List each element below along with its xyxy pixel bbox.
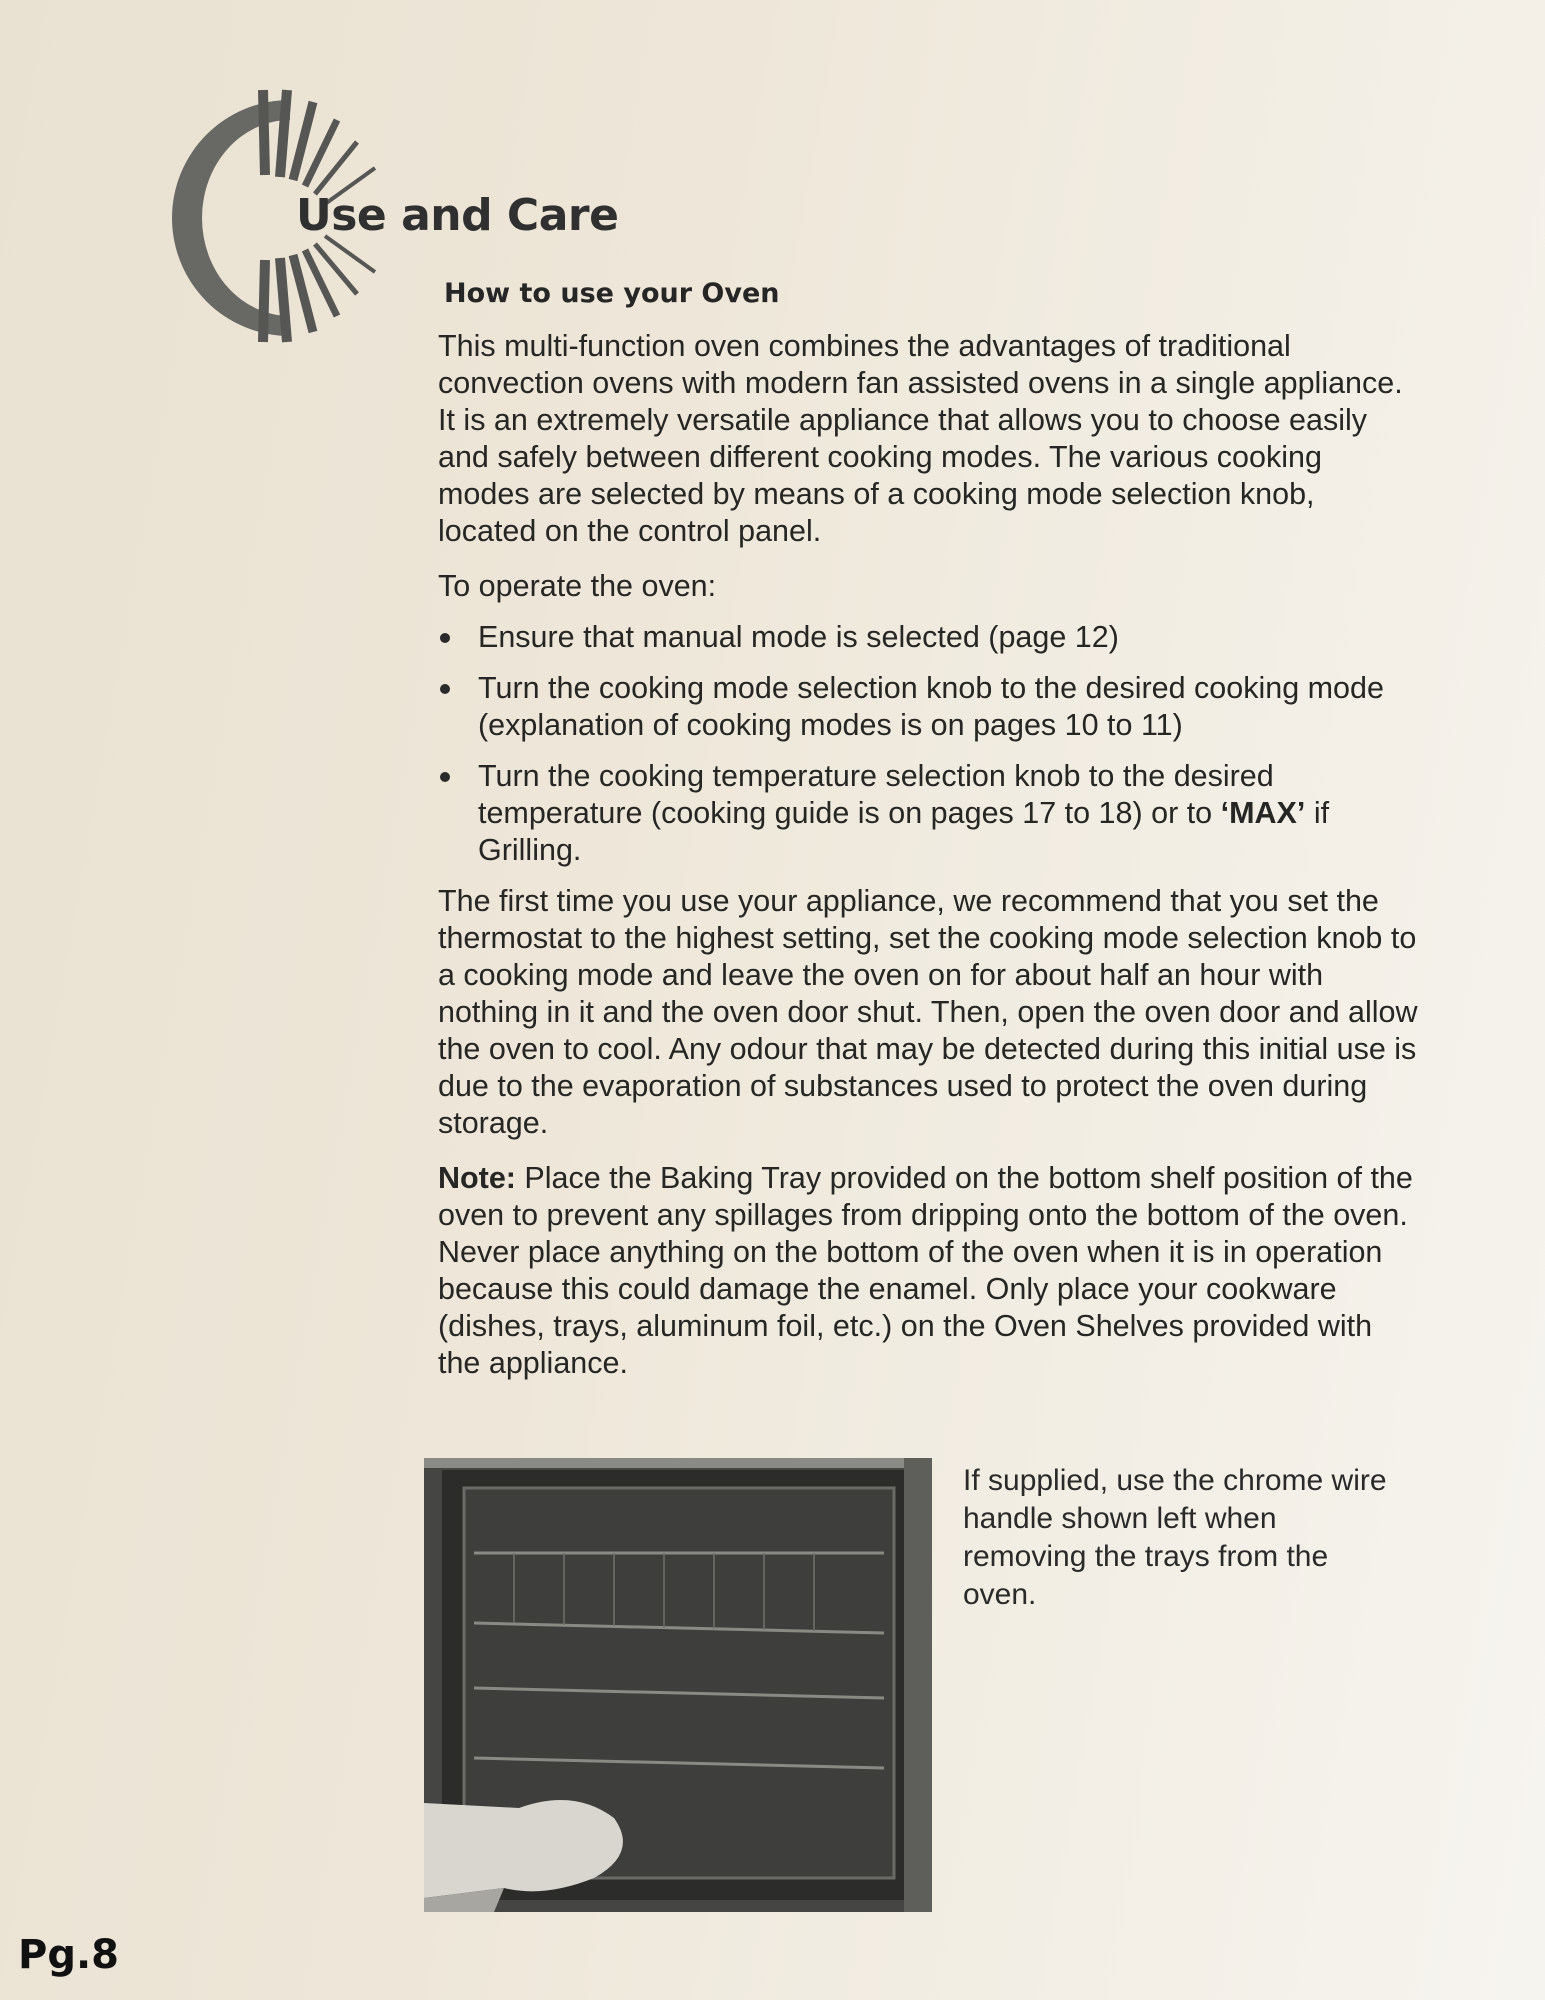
list-item: Turn the cooking mode selection knob to the desired cooking mode (explanation of cooking modes is on pages 10 to 11): [438, 670, 1418, 744]
operation-steps: [438, 619, 1418, 869]
oven-photo: [424, 1458, 932, 1912]
page-number: Pg.8: [18, 1932, 119, 1978]
intro-paragraph: This multi-function oven combines the advantages of traditional convection ovens with modern fan assisted ovens in a single appliance. It is an extremely versatile appliance that allows you to choose easily and safely between different cooking modes. The various cooking modes are selected by means of a cooking mode selection knob, located on the control panel.: [438, 329, 1403, 548]
note-text: Place the Baking Tray provided on the bottom shelf position of the oven to prevent any spillages from dripping onto the bottom of the oven. Never place anything on the bottom of the oven when it is in operation because this could damage the enamel. Only place your cookware (dishes, trays, aluminum foil, etc.) on the Oven Shelves provided with the appliance.: [438, 1161, 1413, 1380]
note-label: Note:: [438, 1161, 516, 1195]
list-item: Ensure that manual mode is selected (page 12): [438, 619, 1418, 656]
subsection-title: How to use your Oven: [444, 278, 780, 309]
section-title: Use and Care: [296, 190, 619, 241]
list-item-tail: if Grilling.: [478, 796, 1330, 867]
body-text: [438, 328, 1418, 1382]
photo-caption: If supplied, use the chrome wire handle shown left when removing the trays from the oven.: [963, 1464, 1387, 1611]
note-paragraph: [438, 1160, 1418, 1382]
oven-interior-icon: [424, 1458, 932, 1912]
first-use-paragraph: The first time you use your appliance, we recommend that you set the thermostat to the highest setting, set the cooking mode selection knob to a cooking mode and leave the oven on for about half an hour with nothing in it and the oven door shut. Then, open the oven door and allow the oven to cool. Any odour that may be detected during this initial use is due to the evaporation of substances used to protect the oven during storage.: [438, 884, 1418, 1140]
max-setting: ‘MAX’: [1220, 796, 1306, 830]
operate-lead: To operate the oven:: [438, 569, 717, 603]
list-item: [438, 758, 1418, 869]
list-item-text: Turn the cooking temperature selection knob to the desired temperature (cooking guide is on pages 17 to 18) or to: [478, 759, 1274, 830]
